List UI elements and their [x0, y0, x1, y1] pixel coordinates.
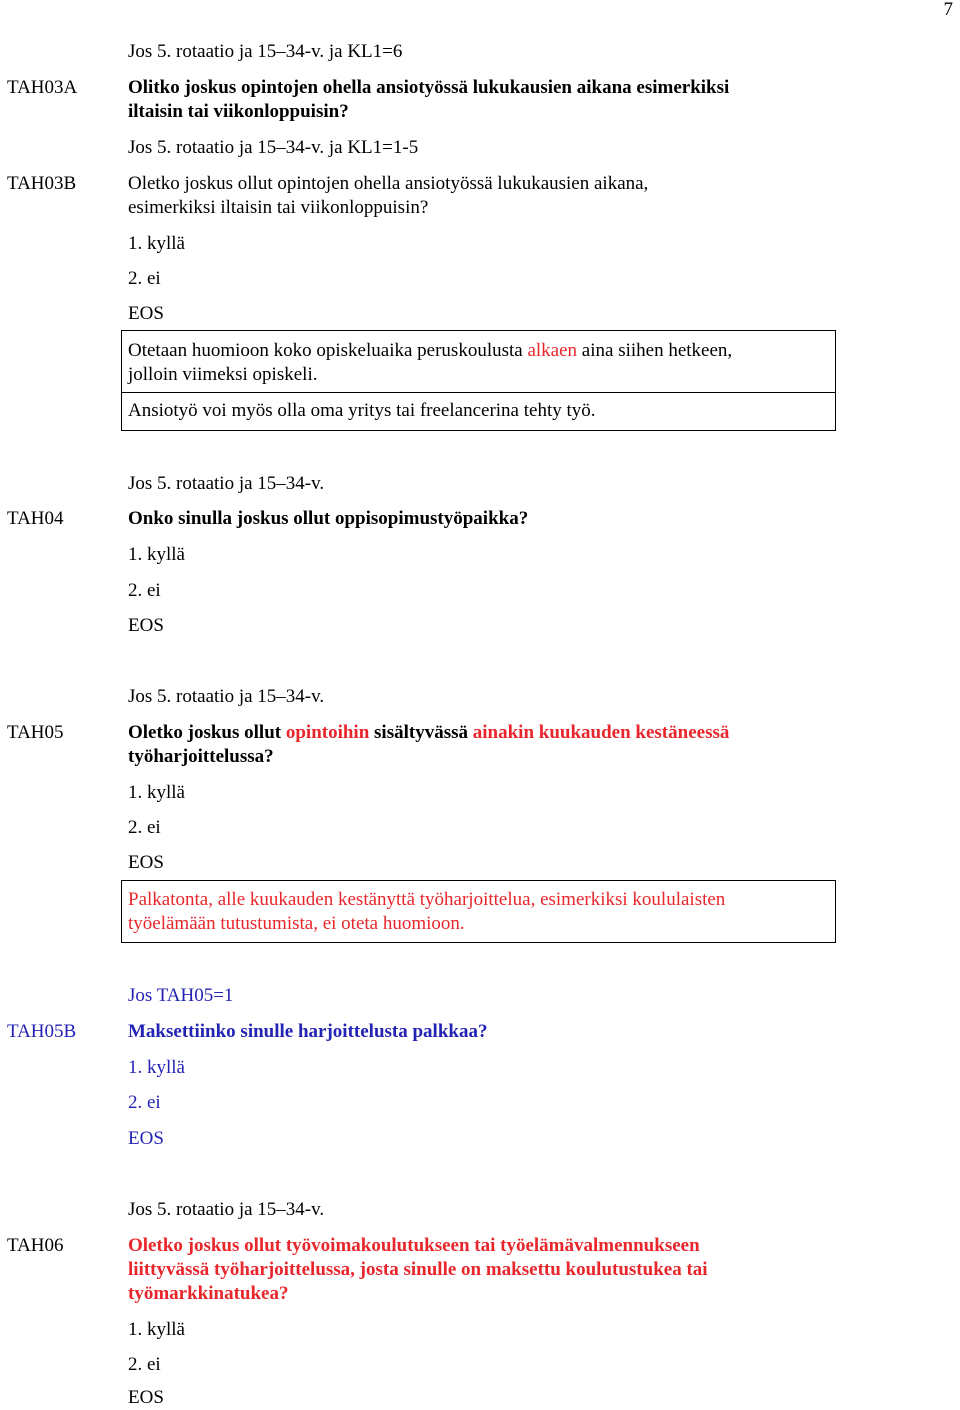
answer-option-no: 2. ei [128, 268, 161, 289]
interviewer-note-2: Ansiotyö voi myös olla oma yritys tai freelancerina tehty työ. [128, 400, 596, 421]
question-code: TAH05 [7, 722, 64, 743]
question-code: TAH03B [7, 173, 77, 194]
interviewer-note-line-2: työelämään tutustumista, ei oteta huomioon. [128, 913, 465, 934]
question-code: TAH04 [7, 508, 64, 529]
answer-option-yes: 1. kyllä [128, 1319, 185, 1340]
question-code: TAH03A [7, 77, 78, 98]
highlight-text: opintoihin [285, 722, 370, 743]
interviewer-note-1-line-1: Otetaan huomioon koko opiskeluaika peruskoulusta alkaen aina siihen hetkeen, [128, 340, 733, 361]
condition-text: Jos TAH05=1 [128, 985, 234, 1006]
condition-text: Jos 5. rotaatio ja 15–34-v. [128, 473, 325, 494]
answer-option-eos: EOS [128, 615, 164, 636]
answer-option-no: 2. ei [128, 817, 161, 838]
condition-text: Jos 5. rotaatio ja 15–34-v. ja KL1=6 [128, 41, 403, 62]
question-text-line-2: työharjoittelussa? [128, 746, 274, 767]
question-text-line-1: Oletko joskus ollut opintojen ohella ansiotyössä lukukausien aikana, [128, 173, 649, 194]
question-text: Maksettiinko sinulle harjoittelusta palkkaa? [128, 1021, 488, 1042]
question-text-line-2: liittyvässä työharjoittelussa, josta sinulle on maksettu koulutustukea tai [128, 1259, 708, 1280]
answer-option-yes: 1. kyllä [128, 544, 185, 565]
page-number: 7 [943, 0, 953, 20]
answer-option-eos: EOS [128, 1128, 164, 1149]
answer-option-yes: 1. kyllä [128, 1057, 185, 1078]
condition-text: Jos 5. rotaatio ja 15–34-v. [128, 1199, 325, 1220]
answer-option-eos: EOS [128, 303, 164, 324]
question-text-line-3: työmarkkinatukea? [128, 1283, 289, 1304]
question-text-line-1: Oletko joskus ollut työvoimakoulutukseen tai työelämävalmennukseen [128, 1235, 700, 1256]
answer-option-no: 2. ei [128, 1354, 161, 1375]
answer-option-no: 2. ei [128, 580, 161, 601]
answer-option-eos: EOS [128, 1387, 164, 1408]
condition-text: Jos 5. rotaatio ja 15–34-v. ja KL1=1-5 [128, 137, 419, 158]
answer-option-eos: EOS [128, 852, 164, 873]
highlight-text: alkaen [527, 340, 578, 361]
answer-option-no: 2. ei [128, 1092, 161, 1113]
question-text-line-1: Olitko joskus opintojen ohella ansiotyössä lukukausien aikana esimerkiksi [128, 77, 730, 98]
question-text-line-2: iltaisin tai viikonloppuisin? [128, 101, 349, 122]
highlight-text: ainakin kuukauden kestäneessä [472, 722, 730, 743]
question-text-line-2: esimerkiksi iltaisin tai viikonloppuisin? [128, 197, 429, 218]
interviewer-note-1-line-2: jolloin viimeksi opiskeli. [128, 364, 318, 385]
note-divider [122, 392, 835, 393]
answer-option-yes: 1. kyllä [128, 782, 185, 803]
question-text-line-1: Oletko joskus ollut opintoihin sisältyvässä ainakin kuukauden kestäneessä [128, 722, 730, 743]
question-text: Onko sinulla joskus ollut oppisopimustyöpaikka? [128, 508, 529, 529]
answer-option-yes: 1. kyllä [128, 233, 185, 254]
condition-text: Jos 5. rotaatio ja 15–34-v. [128, 686, 325, 707]
question-code: TAH05B [7, 1021, 77, 1042]
interviewer-note-line-1: Palkatonta, alle kuukauden kestänyttä työharjoittelua, esimerkiksi koululaisten [128, 889, 726, 910]
question-code: TAH06 [7, 1235, 64, 1256]
